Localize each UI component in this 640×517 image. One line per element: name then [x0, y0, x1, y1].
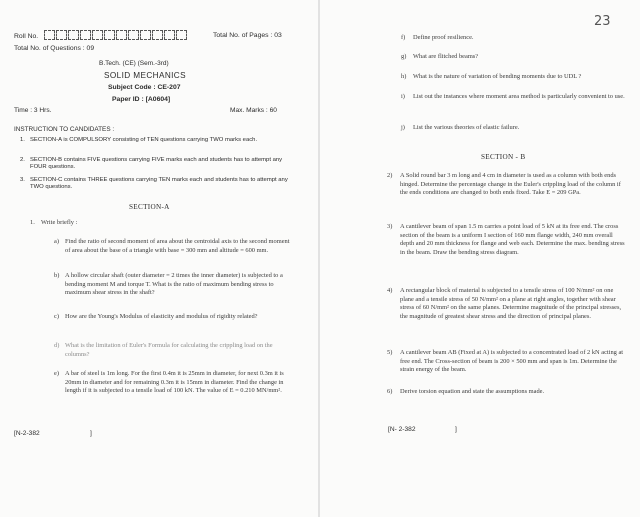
exam-time: Time : 3 Hrs.	[14, 107, 52, 114]
question-4-text: A rectangular block of material is subjected to a tensile stress of 100 N/mm² on one plane and a tensile stress of 50 N/mm² on a plane at right angles, together with shear stress of 60 N/mm² on the same planes. Determine magnitude of the principal stresses, the magnitude of greatest shear stress and the direction of principal planes.	[400, 287, 622, 320]
instruction-2-text: SECTION-B contains FIVE questions carrying FIVE marks each and students has to attempt any FOUR questions.	[30, 157, 283, 171]
question-3-text: A cantilever beam of span 1.5 m carries a point load of 5 kN at its free end. The cross section of the beam is a uniform I section of 160 mm flange width, 240 mm overall depth and 20 mm thickness for flange and web each. Determine the max. bending stress in the beam. Draw the bending stress diagram.	[400, 223, 625, 256]
instruction-heading: INSTRUCTION TO CANDIDATES :	[14, 126, 115, 133]
part-b-text: A hollow circular shaft (outer diameter = 2 times the inner diameter) is subjected to a bending moment M and torque T. What is the ratio of maximum bending stress to maximum shear stress in the shaft?	[65, 272, 283, 297]
question-4-number: 4)	[387, 287, 393, 294]
roll-number-boxes	[44, 30, 188, 42]
subject-title: SOLID MECHANICS	[104, 71, 186, 80]
part-f-text: Define proof resilience.	[413, 34, 474, 41]
question-3-number: 3)	[387, 223, 393, 230]
part-h-text: What is the nature of variation of bending moments due to UDL ?	[413, 73, 582, 80]
part-g-text: What are flitched beams?	[413, 53, 479, 60]
right-footer-code: [N- 2-382	[388, 426, 416, 433]
instruction-1-text: SECTION-A is COMPULSORY consisting of TEN questions carrying TWO marks each.	[30, 137, 258, 143]
left-footer-bracket: ]	[90, 430, 92, 437]
part-d-label: d)	[54, 342, 60, 349]
question-6-number: 6)	[387, 388, 393, 395]
part-j-label: j)	[401, 124, 405, 131]
part-h-label: h)	[401, 73, 407, 80]
question-5-text: A cantilever beam AB (Fixed at A) is subjected to a concentrated load of 2 kN acting at free end. The Cross-section of beam is 200 × 500 mm and span is 1m. Determine the strain energy of the beam.	[400, 349, 624, 374]
total-questions: Total No. of Questions : 09	[14, 45, 95, 52]
instruction-3-text: SECTION-C contains THREE questions carrying TEN marks each and students has to attempt any TWO questions.	[30, 177, 288, 191]
total-pages: Total No. of Pages : 03	[213, 32, 282, 39]
question-1-number: 1.	[30, 219, 35, 226]
instruction-2-num: 2.	[20, 157, 25, 163]
left-footer-code: [N-2-382	[14, 430, 40, 437]
part-c-text: How are the Young's Modulus of elasticity and modulus of rigidity related?	[65, 313, 258, 320]
section-b-heading: SECTION - B	[481, 153, 526, 161]
part-j-text: List the various theories of elastic failure.	[413, 124, 520, 131]
part-i-text: List out the instances where moment area method is particularly convenient to use.	[413, 93, 625, 100]
part-c-label: c)	[54, 313, 59, 320]
part-e-text: A bar of steel is 1m long. For the first 0.4m it is 25mm in diameter, for next 0.3m it is 20mm in diameter and for remaining 0.3m it is 15mm in diameter. Find the change in length if it is subjected to a tensile load of 100 kN. The value of E = 0.210 MN/mm².	[65, 370, 284, 395]
question-6-text: Derive torsion equation and state the assumptions made.	[400, 388, 545, 395]
subject-code: Subject Code : CE-207	[108, 84, 181, 91]
max-marks: Max. Marks : 60	[230, 107, 277, 114]
question-1-text: Write briefly :	[41, 219, 78, 226]
part-a-text: Find the ratio of second moment of area about the centroidal axis to the second moment of area about the base of a triangle with base = 300 mm and altitude = 600 mm.	[65, 238, 290, 254]
question-2-text: A Solid round bar 3 m long and 4 cm in diameter is used as a column with both ends hinged. Determine the percentage change in the Euler's crippling load of the column if the ends conditions are changed to both ends fixed. Take E = 209 GPa.	[400, 172, 621, 197]
part-f-label: f)	[401, 34, 406, 41]
section-a-heading: SECTION-A	[129, 203, 170, 211]
part-i-label: i)	[401, 93, 405, 100]
paper-id: Paper ID : [A0604]	[112, 96, 171, 103]
instruction-3-num: 3.	[20, 177, 25, 183]
part-b-label: b)	[54, 272, 60, 279]
part-e-label: e)	[54, 370, 59, 377]
part-a-label: a)	[54, 238, 59, 245]
page-fold	[318, 0, 320, 517]
roll-label: Roll No.	[14, 32, 39, 40]
part-d-text: What is the limitation of Euler's Formula for calculating the crippling load on the columns?	[65, 342, 273, 358]
course-name: B.Tech. (CE) (Sem.-3rd)	[99, 60, 169, 67]
question-5-number: 5)	[387, 349, 393, 356]
right-footer-bracket: ]	[455, 426, 457, 433]
roll-number-field	[14, 30, 188, 42]
part-g-label: g)	[401, 53, 407, 60]
instruction-1-num: 1.	[20, 137, 25, 143]
question-2-number: 2)	[387, 172, 393, 179]
handwritten-page-mark: 23	[594, 14, 611, 29]
